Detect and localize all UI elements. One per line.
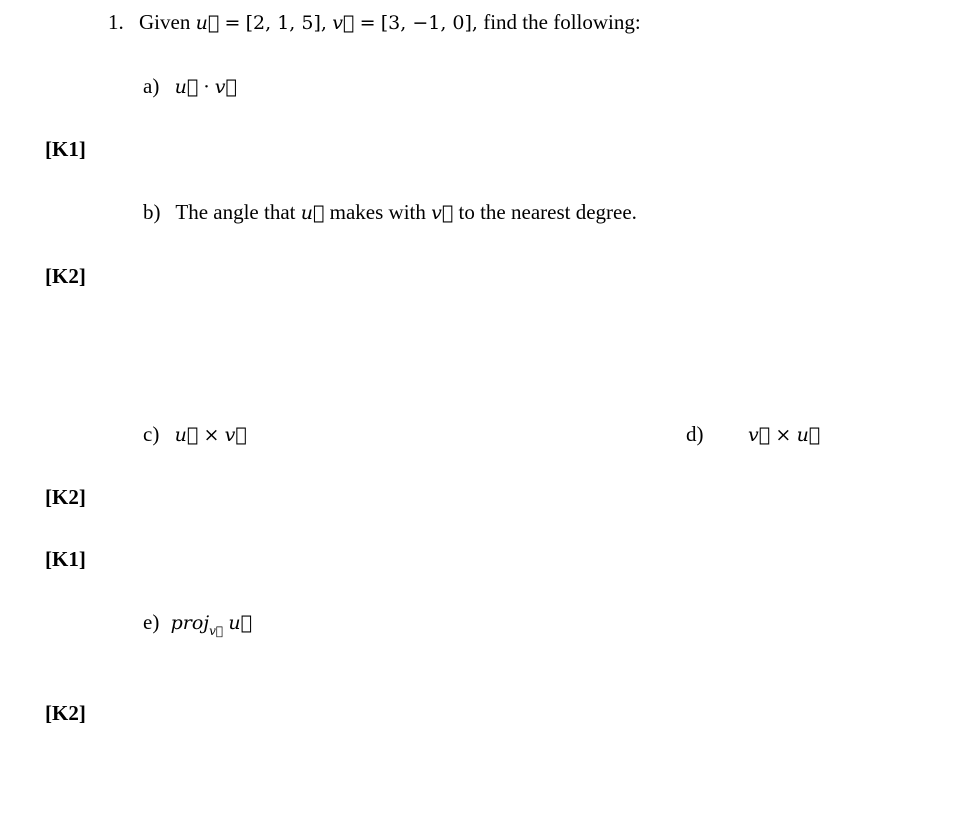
part-c-label: c) [143,422,160,446]
question-number: 1. [108,10,124,34]
u-vector-value: [2, 1, 5], [245,12,327,34]
part-e-label: e) [143,610,160,634]
part-a [143,76,237,97]
v-vector-symbol: v⃗ [214,76,237,98]
proj-operator: proj [170,612,210,634]
part-a-label: a) [143,74,160,98]
part-b-text-2: makes with [329,200,426,224]
part-b-text-1: The angle that [175,200,296,224]
part-b [143,202,637,223]
question-tail: find the following: [483,10,641,34]
u-vector-symbol: u⃗ [174,76,199,98]
mark-label: [K2] [45,701,86,725]
mark-label: [K2] [45,485,86,509]
mark-label: [K1] [45,547,86,571]
v-vector-symbol: v⃗ [431,202,454,224]
part-c [143,424,247,445]
question-intro: Given [139,10,191,34]
v-vector-symbol: v⃗ [224,424,247,446]
v-vector-symbol: v⃗ [332,12,355,34]
mark-label: [K1] [45,137,86,161]
part-d-label: d) [686,422,704,446]
question-header [108,12,641,33]
u-vector-symbol: u⃗ [300,202,325,224]
cross-operator: × [775,424,792,446]
cross-operator: × [203,424,220,446]
dot-operator: · [203,76,210,98]
equals-sign: = [359,12,376,34]
u-vector-symbol: u⃗ [228,612,253,634]
v-vector-symbol: v⃗ [748,424,771,446]
part-d [686,424,820,445]
part-b-label: b) [143,200,161,224]
u-vector-symbol: u⃗ [195,12,220,34]
v-vector-value: [3, −1, 0], [380,12,478,34]
mark-label: [K2] [45,264,86,288]
proj-subscript: v⃗ [209,624,224,638]
part-e [143,610,253,638]
u-vector-symbol: u⃗ [796,424,821,446]
u-vector-symbol: u⃗ [174,424,199,446]
equals-sign: = [224,12,241,34]
part-b-text-3: to the nearest degree. [458,200,637,224]
